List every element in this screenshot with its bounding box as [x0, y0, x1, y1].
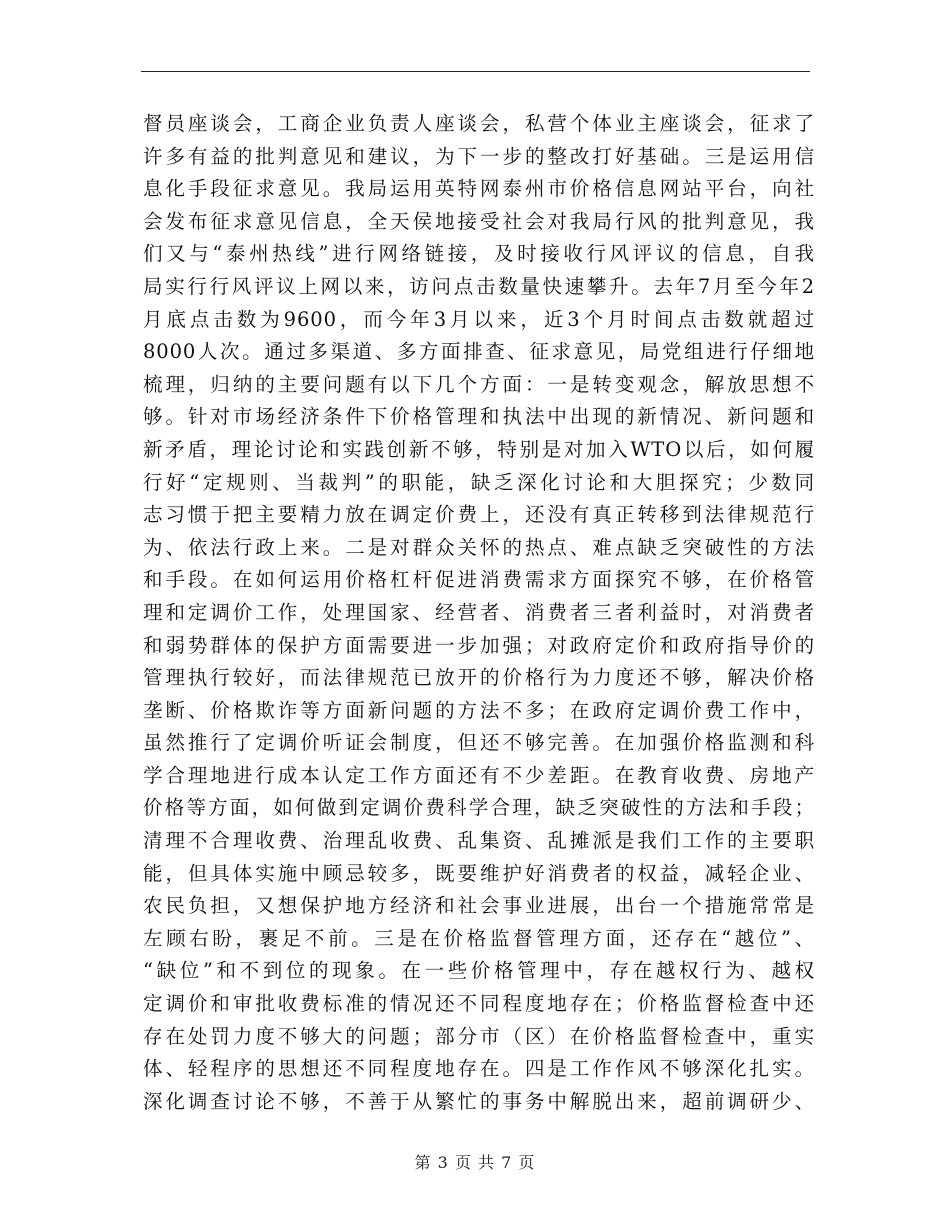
text-line: 8000人次。通过多渠道、多方面排查、征求意见，局党组进行仔细地	[143, 340, 815, 364]
text-line: 许多有益的批判意见和建议，为下一步的整改打好基础。三是运用信	[143, 144, 815, 168]
text-line: 息化手段征求意见。我局运用英特网泰州市价格信息网站平台，向社	[143, 177, 815, 201]
text-line: 虽然推行了定调价听证会制度，但还不够完善。在加强价格监测和科	[143, 731, 815, 755]
text-line: 左顾右盼，裹足不前。三是在价格监督管理方面，还存在“越位”、	[143, 926, 815, 950]
page-footer: 第 3 页 共 7 页	[414, 1153, 536, 1172]
text-line: 定调价和审批收费标准的情况还不同程度地存在；价格监督检查中还	[143, 992, 815, 1016]
text-line: 理和定调价工作，处理国家、经营者、消费者三者利益时，对消费者	[143, 600, 815, 624]
text-line: 梳理，归纳的主要问题有以下几个方面：一是转变观念，解放思想不	[143, 372, 815, 396]
text-line: 价格等方面，如何做到定调价费科学合理，缺乏突破性的方法和手段；	[143, 796, 815, 820]
text-line: 体、轻程序的思想还不同程度地存在。四是工作作风不够深化扎实。	[143, 1057, 815, 1081]
text-line: 管理执行较好，而法律规范已放开的价格行为力度还不够，解决价格	[143, 666, 815, 690]
text-line: 学合理地进行成本认定工作方面还有不少差距。在教育收费、房地产	[143, 763, 815, 787]
text-line: 督员座谈会，工商企业负责人座谈会，私营个体业主座谈会，征求了	[143, 112, 815, 135]
text-line: 存在处罚力度不够大的问题；部分市（区）在价格监督检查中，重实	[143, 1024, 815, 1048]
text-line: 们又与“泰州热线”进行网络链接，及时接收行风评议的信息，自我	[143, 242, 815, 266]
text-line: 为、依法行政上来。二是对群众关怀的热点、难点缺乏突破性的方法	[143, 535, 815, 559]
header-rule	[141, 71, 810, 72]
text-line: 局实行行风评议上网以来，访问点击数量快速攀升。去年7月至今年2	[143, 274, 815, 298]
text-line: 能，但具体实施中顾忌较多，既要维护好消费者的权益，减轻企业、	[143, 861, 815, 885]
body-text	[143, 108, 815, 1118]
text-line: 志习惯于把主要精力放在调定价费上，还没有真正转移到法律规范行	[143, 503, 815, 527]
text-line: 月底点击数为9600，而今年3月以来，近3个月时间点击数就超过	[143, 307, 815, 331]
text-line: 会发布征求意见信息，全天侯地接受社会对我局行风的批判意见，我	[143, 209, 815, 233]
text-line: 清理不合理收费、治理乱收费、乱集资、乱摊派是我们工作的主要职	[143, 829, 815, 853]
text-line: 深化调查讨论不够，不善于从繁忙的事务中解脱出来，超前调研少、	[143, 1089, 815, 1113]
text-line: 和手段。在如何运用价格杠杆促进消费需求方面探究不够，在价格管	[143, 568, 815, 592]
text-line: 农民负担，又想保护地方经济和社会事业进展，出台一个措施常常是	[143, 894, 815, 918]
text-line: 垄断、价格欺诈等方面新问题的方法不多；在政府定调价费工作中，	[143, 698, 815, 722]
text-line: 够。针对市场经济条件下价格管理和执法中出现的新情况、新问题和	[143, 405, 815, 429]
text-line: “缺位”和不到位的现象。在一些价格管理中，存在越权行为、越权	[143, 959, 815, 983]
text-line: 行好“定规则、当裁判”的职能，缺乏深化讨论和大胆探究；少数同	[143, 470, 815, 494]
text-line: 新矛盾，理论讨论和实践创新不够，特别是对加入WTO以后，如何履	[143, 437, 815, 461]
text-line: 和弱势群体的保护方面需要进一步加强；对政府定价和政府指导价的	[143, 633, 815, 657]
